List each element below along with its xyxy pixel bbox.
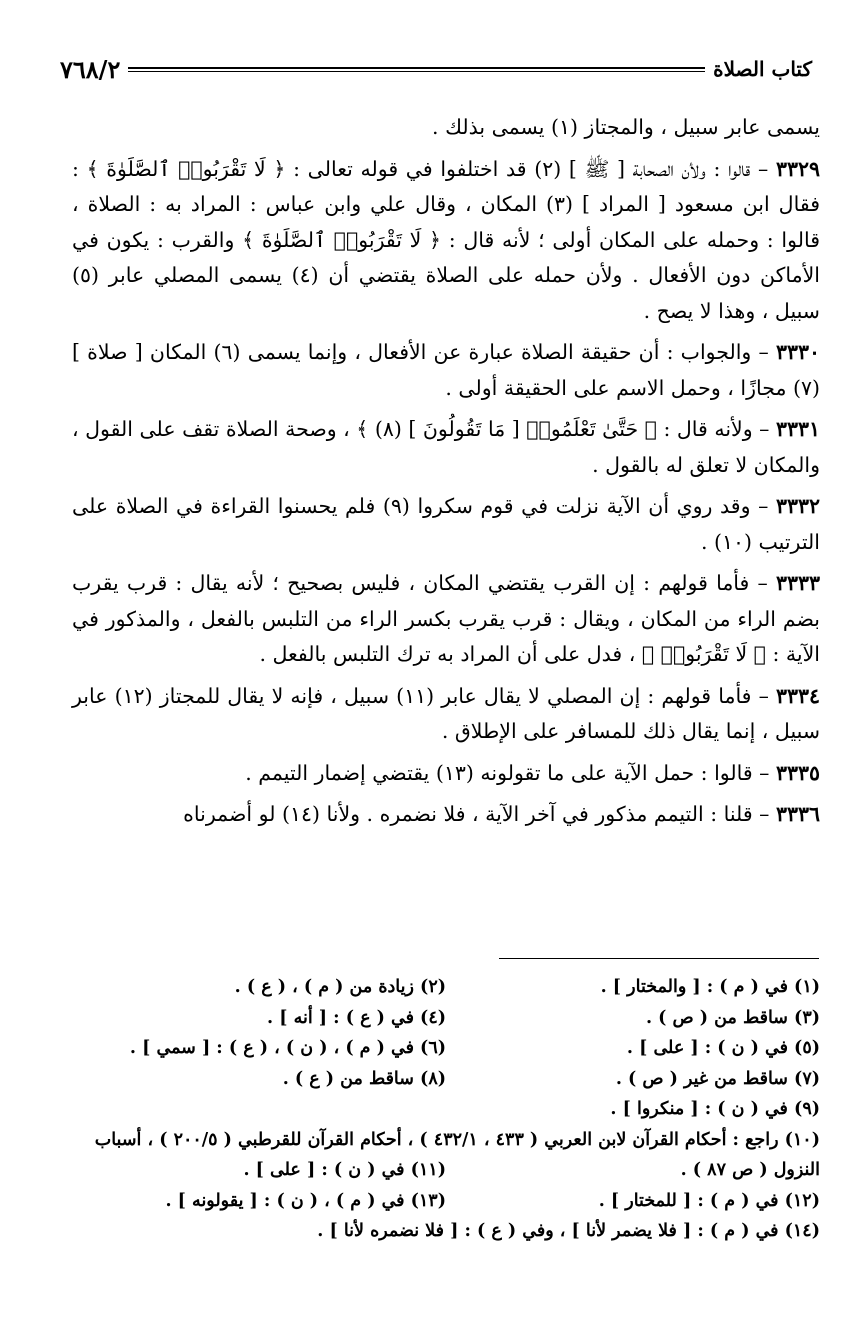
paragraph-number: ٣٣٣٠ [775,340,820,364]
paragraph-number: ٣٣٢٩ [775,156,820,181]
paragraph-text: – والجواب : أن حقيقة الصلاة عبارة عن الأفعال ، وإنما يسمى (٦) المكان [ صلاة ] (٧) مجازًا ، وحمل الاسم على الحقيقة أولى . [72,340,820,400]
main-text [72,110,820,839]
paragraph [72,797,820,833]
paragraph [72,566,820,673]
footnote: (٩) في ( ن ) : [ منكروا ] . [610,1099,820,1119]
paragraph-number: ٣٣٣٣ [775,571,820,595]
paragraph-number: ٣٣٣٦ [775,802,820,826]
paragraph-text: يسمى عابر سبيل ، والمجتاز (١) يسمى بذلك . [432,115,820,139]
paragraph-text: – ولأنه قال : ﴿ حَتَّىٰ تَعْلَمُوا۟ [ مَا تَقُولُونَ ] (٨) ﴾ ، وصحة الصلاة تقف على القول ، والمكان لا تعلق له بالقول . [72,417,820,477]
footnote-divider [499,958,819,959]
paragraph-text: – قلنا : التيمم مذكور في آخر الآية ، فلا نضمره . ولأنا (١٤) لو أضمرناه [183,802,770,826]
footnote: (١٠) راجع : أحكام القرآن لابن العربي ( ٤٣٣ ، ٤٣٢/١ ) ، أحكام القرآن للقرطبي ( ٢٠٠/٥ ) ، أسباب [94,1129,820,1150]
paragraph-number: ٣٣٣٤ [775,683,820,708]
paragraph-text: – فأما قولهم : إن المصلي لا يقال عابر (١١) سبيل ، فإنه لا يقال للمجتاز (١٢) عابر سبيل ، إنما يقال ذلك للمسافر على الإطلاق . [72,683,820,743]
footnote: (٢) زيادة من ( م ) ، ( ع ) . [234,977,446,997]
footnote: (٣) ساقط من ( ص ) . [646,1007,820,1028]
book-title: كتاب الصلاة [713,57,812,81]
footnote: (٧) ساقط من غير ( ص ) . [615,1068,820,1089]
paragraph [72,679,820,750]
footnote: (١٣) في ( م ) ، ( ن ) : [ يقولونه ] . [165,1190,446,1211]
footnotes [72,972,820,1247]
paragraph-text: – وقد روي أن الآية نزلت في قوم سكروا (٩) فلم يحسنوا القراءة في الصلاة على الترتيب (١٠) . [72,494,820,554]
page-number: ٧٦٨/٢ [60,54,121,84]
paragraph [72,110,820,146]
footnote: (١٤) في ( م ) : [ فلا يضمر لأنا ] ، وفي ( ع ) : [ فلا نضمره لأنا ] . [317,1221,820,1241]
footnote-row [72,1186,820,1217]
footnote-row [72,1125,820,1156]
paragraph [72,489,820,560]
footnote: (٤) في ( ع ) : [ أنه ] . [267,1007,446,1028]
paragraph [72,756,820,792]
paragraph-number: ٣٣٣٥ [775,760,820,785]
footnote-row [72,1003,820,1034]
footnote: النزول ( ص ٨٧ ) . [680,1160,820,1180]
footnote: (١٢) في ( م ) : [ للمختار ] . [598,1190,820,1211]
paragraph-text: – قالوا : ولأن الصحابة [ ﷺ ] (٢) قد اختلفوا في قوله تعالى : ﴿ لَا تَقْرَبُوا۟ ٱلصَّلَوٰةَ ﴾ : فقال ابن مسعود [ المراد ] (٣) المكان ، وقال علي وابن عباس : المراد به : الصلاة ، قالوا : وحمله على المكان أولى ؛ لأنه قال : ﴿ لَا تَقْرَبُوا۟ ٱلصَّلَوٰةَ ﴾ والقرب : يكون في الأماكن دون الأفعال . ولأن حمله على الصلاة يقتضي أن (٤) يسمى المصلي عابر (٥) سبيل ، وهذا لا يصح . [72,156,820,323]
paragraph [72,335,820,406]
paragraph-text: – فأما قولهم : إن القرب يقتضي المكان ، فليس بصحيح ؛ لأنه يقال : قرب يقرب بضم الراء من المكان ، ويقال : قرب يقرب بكسر الراء من التلبس بالفعل ، والمذكور في الآية : ﴿ لَا تَقْرَبُوا۟ ﴾ ، فدل على أن المراد به ترك التلبس بالفعل . [72,571,820,666]
paragraph-text: – قالوا : حمل الآية على ما تقولونه (١٣) يقتضي إضمار التيمم . [245,760,770,785]
footnote-row [72,1033,820,1064]
header-rule [128,67,705,72]
footnote-row [72,972,820,1003]
page-header [60,52,812,86]
footnote: (١١) في ( ن ) : [ على ] . [243,1160,446,1180]
footnote: (٦) في ( م ) ، ( ن ) ، ( ع ) : [ سمي ] . [129,1038,446,1058]
paragraph-number: ٣٣٣١ [775,417,820,441]
paragraph [72,152,820,330]
footnote: (٥) في ( ن ) : [ على ] . [626,1038,820,1058]
footnote-row [72,1216,820,1247]
footnote: (١) في ( م ) : [ والمختار ] . [600,977,820,997]
paragraph-number: ٣٣٣٢ [775,494,820,518]
footnote-row [72,1064,820,1095]
footnote-row [72,1094,820,1125]
footnote: (٨) ساقط من ( ع ) . [282,1068,446,1089]
footnote-row [72,1155,820,1186]
paragraph [72,412,820,483]
